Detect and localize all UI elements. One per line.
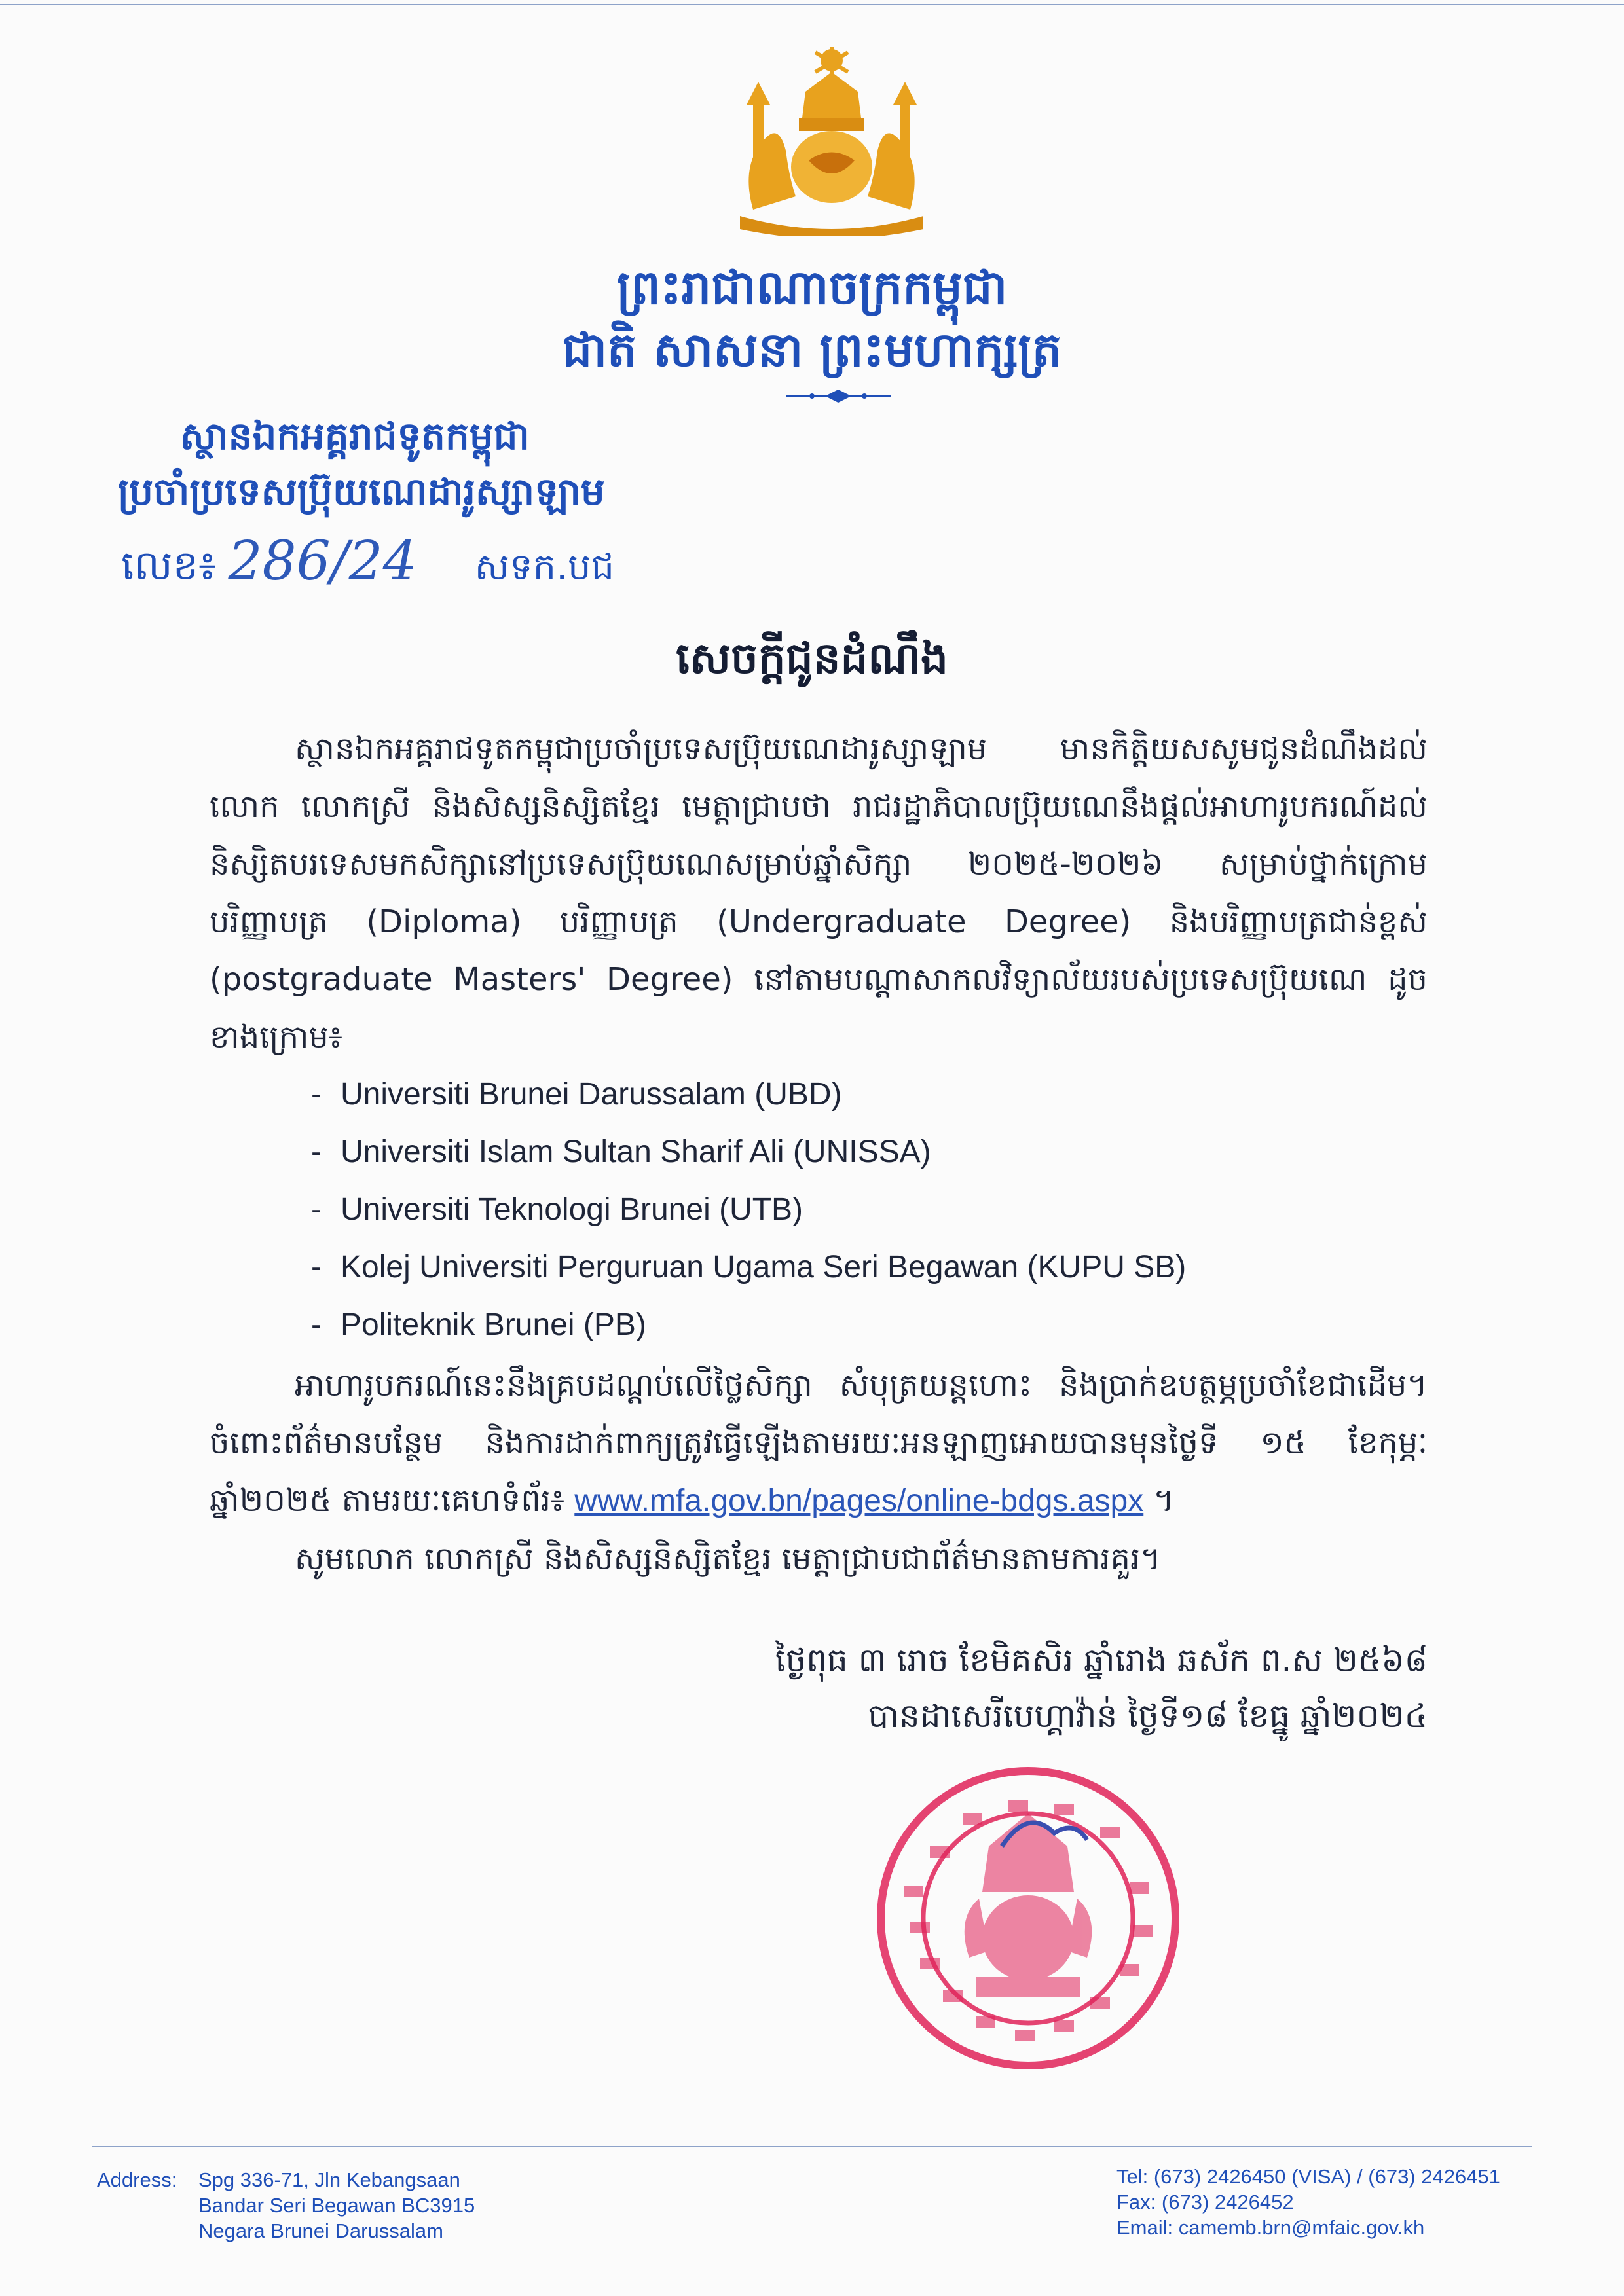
list-item: - Universiti Islam Sultan Sharif Ali (UNISSA): [311, 1135, 931, 1169]
embassy-address: Address: Spg 336-71, Jln Kebangsaan Bandar Seri Begawan BC3915 Negara Brunei Darussalam: [97, 2168, 475, 2242]
list-item: - Politeknik Brunei (PB): [311, 1307, 646, 1342]
paragraph-announcement: ស្ថានឯកអគ្គរាជទូតកម្ពុជាប្រចាំប្រទេសប្រ៊ុយណេដារូស្សាឡាម មានកិត្តិយសសូមជូនដំណឹងដល់លោក លោកស្រី និងសិស្សនិស្សិតខ្មែរ មេត្តាជ្រាបថា រាជរដ្ឋាភិបាលប្រ៊ុយណេនឹងផ្តល់អាហារូបករណ៍ដល់និស្សិតបរទេសមកសិក្សានៅប្រទេសប្រ៊ុយណេសម្រាប់ឆ្នាំសិក្សា ២០២៥-២០២៦ សម្រាប់ថ្នាក់ក្រោមបរិញ្ញាបត្រ (Diploma) បរិញ្ញាបត្រ (Undergraduate Degree) និងបរិញ្ញាបត្រជាន់ខ្ពស់ (postgraduate Masters' Degree) នៅតាមបណ្តាសាកលវិទ្យាល័យរបស់ប្រទេសប្រ៊ុយណេ ដូចខាងក្រោម៖: [210, 731, 1428, 1055]
embassy-name: ស្ថានឯកអគ្គរាជទូតកម្ពុជា: [180, 414, 530, 458]
letter-body: [210, 720, 1428, 1588]
lunar-date: ថ្ងៃពុធ ៣ រោច ខែមិគសិរ ឆ្នាំរោង ឆស័ក ព.ស ២៥៦៨: [775, 1641, 1428, 1679]
list-item: - Universiti Teknologi Brunei (UTB): [311, 1192, 803, 1227]
document-subject: សេចក្តីជូនដំណឹង: [676, 633, 948, 683]
reference-label: លេខ៖: [121, 541, 217, 589]
national-motto: ជាតិ សាសនា ព្រះមហាក្សត្រ: [562, 322, 1062, 377]
paragraph-closing: សូមលោក លោកស្រី និងសិស្សនិស្សិតខ្មែរ មេត្តាជ្រាបជាព័ត៌មានតាមការគួរ។: [295, 1540, 1161, 1577]
ornament-divider-icon: [786, 386, 891, 406]
application-link[interactable]: www.mfa.gov.bn/pages/online-bdgs.aspx: [574, 1484, 1144, 1518]
footer-divider: [92, 2146, 1532, 2147]
embassy-contact: [1116, 2164, 1500, 2240]
paragraph-scholarship-details: អាហារូបករណ៍នេះនឹងគ្របដណ្តប់លើថ្លៃសិក្សា សំបុត្រយន្តហោះ និងប្រាក់ឧបត្ថម្ភប្រចាំខែជាដើម។ ចំពោះព័ត៌មានបន្ថែម និងការដាក់ពាក្យត្រូវធ្វើឡើងតាមរយៈអនឡាញអោយបានមុនថ្ងៃទី ១៥ ខែកុម្ភៈ ឆ្នាំ២០២៥ តាមរយៈគេហទំព័រ៖ www.mfa.gov.bn/pages/online-bdgs.aspx ។: [210, 1367, 1428, 1519]
address-label: Address:: [97, 2168, 177, 2191]
list-item: - Universiti Brunei Darussalam (UBD): [311, 1077, 842, 1112]
reference-number: [121, 530, 614, 600]
university-list: [210, 1066, 1428, 1354]
official-seal-icon: [858, 1741, 1198, 2082]
reference-suffix: សទក.បជ: [474, 546, 615, 589]
reference-handwritten-number: 286/24: [228, 530, 417, 592]
fax: Fax: (673) 2426452: [1116, 2191, 1294, 2214]
telephone: Tel: (673) 2426450 (VISA) / (673) 2426451: [1116, 2165, 1500, 2188]
top-edge-line: [0, 4, 1624, 5]
email: Email: camemb.brn@mfaic.gov.kh: [1116, 2216, 1425, 2239]
solar-date: បានដាសេរីបេហ្គាវ៉ាន់ ថ្ងៃទី១៨ ខែធ្នូ ឆ្នាំ២០២៤: [868, 1697, 1428, 1735]
list-item: - Kolej Universiti Perguruan Ugama Seri Begawan (KUPU SB): [311, 1250, 1187, 1285]
kingdom-name: ព្រះរាជាណាចក្រកម្ពុជា: [616, 260, 1008, 315]
royal-coat-of-arms-icon: [727, 46, 936, 236]
embassy-country: ប្រចាំប្រទេសប្រ៊ុយណេដារូស្សាឡាម: [118, 469, 605, 514]
